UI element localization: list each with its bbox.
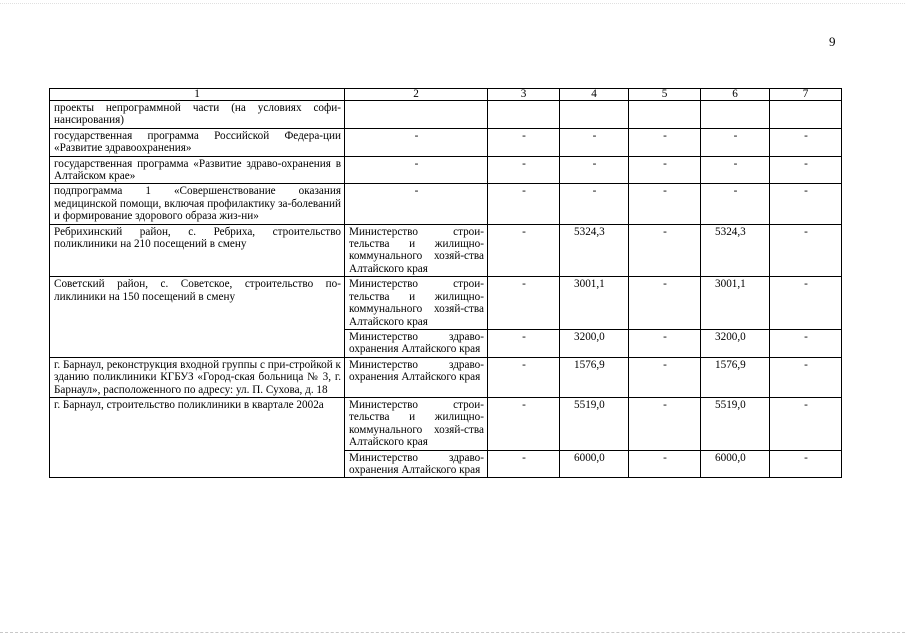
- value-cell: -: [770, 128, 842, 156]
- program-name-cell: государственная программа «Развитие здраво-охранения в Алтайском крае»: [50, 156, 345, 184]
- value-cell: -: [560, 128, 629, 156]
- header-row: [50, 89, 842, 101]
- page-number: 9: [829, 34, 836, 49]
- value-cell: -: [629, 156, 701, 184]
- header-cell: 2: [345, 89, 488, 101]
- value-cell: -: [488, 450, 560, 478]
- executor-cell: -: [345, 184, 488, 224]
- table-row: [50, 156, 842, 184]
- value-cell: [629, 101, 701, 129]
- value-cell: 3200,0: [701, 329, 770, 357]
- executor-cell: Министерство строи-тельства и жилищно-коммунального хозяй-ства Алтайского края: [345, 224, 488, 277]
- value-cell: -: [488, 329, 560, 357]
- value-cell: -: [770, 397, 842, 450]
- header-cell: 3: [488, 89, 560, 101]
- value-cell: [488, 101, 560, 129]
- value-cell: 3200,0: [560, 329, 629, 357]
- executor-cell: [345, 101, 488, 129]
- header-cell: 1: [50, 89, 345, 101]
- executor-cell: Министерство строи-тельства и жилищно-коммунального хозяй-ства Алтайского края: [345, 397, 488, 450]
- value-cell: 5519,0: [701, 397, 770, 450]
- value-cell: -: [770, 156, 842, 184]
- value-cell: 3001,1: [560, 277, 629, 330]
- scan-edge-bottom: [0, 632, 905, 634]
- header-cell: 7: [770, 89, 842, 101]
- executor-cell: Министерство здраво-охранения Алтайского края: [345, 329, 488, 357]
- project-name-cell: Советский район, с. Советское, строительство по-ликлиники на 150 посещений в смену: [50, 277, 345, 357]
- executor-cell: -: [345, 128, 488, 156]
- value-cell: -: [770, 277, 842, 330]
- program-name-cell: государственная программа Российской Федера-ции «Развитие здравоохранения»: [50, 128, 345, 156]
- value-cell: -: [560, 156, 629, 184]
- value-cell: -: [488, 156, 560, 184]
- value-cell: -: [701, 156, 770, 184]
- value-cell: [701, 101, 770, 129]
- value-cell: -: [701, 128, 770, 156]
- financing-table: [49, 88, 842, 478]
- executor-cell: Министерство строи-тельства и жилищно-коммунального хозяй-ства Алтайского края: [345, 277, 488, 330]
- value-cell: [560, 101, 629, 129]
- value-cell: -: [770, 329, 842, 357]
- value-cell: -: [629, 224, 701, 277]
- value-cell: 5519,0: [560, 397, 629, 450]
- value-cell: 5324,3: [560, 224, 629, 277]
- executor-cell: Министерство здраво-охранения Алтайского края: [345, 357, 488, 397]
- project-name-cell: Ребрихинский район, с. Ребриха, строительство поликлиники на 210 посещений в смену: [50, 224, 345, 277]
- value-cell: -: [629, 450, 701, 478]
- value-cell: -: [629, 184, 701, 224]
- program-name-cell: подпрограмма 1 «Совершенствование оказания медицинской помощи, включая профилактику за-болеваний и формирование здорового образа жиз-ни»: [50, 184, 345, 224]
- value-cell: -: [629, 329, 701, 357]
- value-cell: -: [488, 357, 560, 397]
- value-cell: -: [629, 357, 701, 397]
- value-cell: 6000,0: [560, 450, 629, 478]
- value-cell: -: [770, 224, 842, 277]
- table-row: [50, 101, 842, 129]
- value-cell: -: [701, 184, 770, 224]
- value-cell: 6000,0: [701, 450, 770, 478]
- table-row: [50, 397, 842, 450]
- value-cell: -: [770, 450, 842, 478]
- value-cell: -: [488, 224, 560, 277]
- value-cell: -: [488, 277, 560, 330]
- header-cell: 5: [629, 89, 701, 101]
- table-row: [50, 184, 842, 224]
- value-cell: -: [770, 357, 842, 397]
- value-cell: 3001,1: [701, 277, 770, 330]
- value-cell: -: [629, 397, 701, 450]
- executor-cell: Министерство здраво-охранения Алтайского края: [345, 450, 488, 478]
- header-cell: 4: [560, 89, 629, 101]
- value-cell: -: [488, 397, 560, 450]
- project-name-cell: г. Барнаул, строительство поликлиники в квартале 2002а: [50, 397, 345, 477]
- table-row: [50, 277, 842, 330]
- scan-edge-top: [0, 3, 905, 5]
- value-cell: -: [770, 184, 842, 224]
- program-name-cell: проекты непрограммной части (на условиях софи-нансирования): [50, 101, 345, 129]
- value-cell: -: [560, 184, 629, 224]
- table-row: [50, 357, 842, 397]
- value-cell: -: [629, 277, 701, 330]
- executor-cell: -: [345, 156, 488, 184]
- value-cell: 1576,9: [701, 357, 770, 397]
- value-cell: [770, 101, 842, 129]
- table-row: [50, 224, 842, 277]
- table-row: [50, 128, 842, 156]
- value-cell: -: [629, 128, 701, 156]
- header-cell: 6: [701, 89, 770, 101]
- value-cell: 5324,3: [701, 224, 770, 277]
- value-cell: -: [488, 184, 560, 224]
- value-cell: -: [488, 128, 560, 156]
- project-name-cell: г. Барнаул, реконструкция входной группы с при-стройкой к зданию поликлиники КГБУЗ «Город-ская больница № 3, г. Барнаул», расположенного по адресу: ул. П. Сухова, д. 18: [50, 357, 345, 397]
- value-cell: 1576,9: [560, 357, 629, 397]
